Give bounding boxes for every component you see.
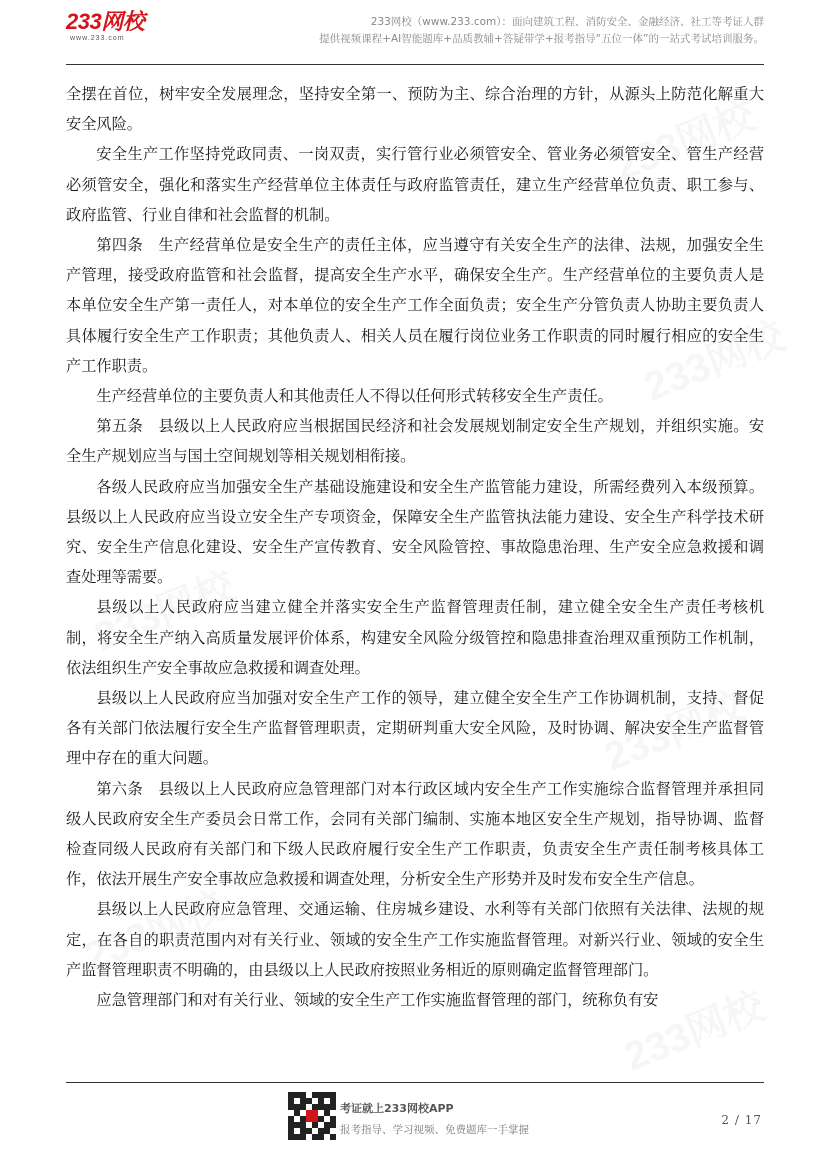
- footer-app-subtitle: 报考指导、学习视频、免费题库一手掌握: [340, 1124, 529, 1136]
- logo-text: 233网校: [66, 9, 145, 34]
- paragraph-article-4: 第四条 生产经营单位是安全生产的责任主体，应当遵守有关安全生产的法律、法规，加强安全生产管理，接受政府监管和社会监督，提高安全生产水平，确保安全生产。生产经营单位的主要负责人是本单位安全生产第一责任人，对本单位的安全生产工作全面负责；安全生产分管负责人协助主要负责人具体履行安全生产工作职责；其他负责人、相关人员在履行岗位业务工作职责的同时履行相应的安全生产工作职责。: [66, 236, 764, 375]
- page-footer: [288, 1092, 588, 1152]
- footer-divider: [66, 1082, 764, 1083]
- paragraph: 各级人民政府应当加强安全生产基础设施建设和安全生产监管能力建设，所需经费列入本级预算。县级以上人民政府应当设立安全生产专项资金，保障安全生产监管执法能力建设、安全生产科学技术研究、安全生产信息化建设、安全生产宣传教育、安全风险管控、事故隐患治理、生产安全应急救援和调查处理等需要。: [66, 477, 764, 587]
- page-number: 2 / 17: [721, 1113, 762, 1127]
- brand-logo[interactable]: [66, 10, 144, 43]
- header-description: [319, 14, 764, 48]
- header-divider: [66, 64, 764, 65]
- header-line-1: 233网校（www.233.com）：面向建筑工程、消防安全、金融经济、社工等考证人群: [370, 16, 764, 28]
- paragraph: 县级以上人民政府应当加强对安全生产工作的领导，建立健全安全生产工作协调机制，支持、督促各有关部门依法履行安全生产监督管理职责，定期研判重大安全风险，及时协调、解决安全生产监督管理中存在的重大问题。: [66, 689, 764, 768]
- document-body: [66, 79, 764, 1015]
- paragraph: 全摆在首位，树牢安全发展理念，坚持安全第一、预防为主、综合治理的方针，从源头上防范化解重大安全风险。: [66, 85, 764, 134]
- page-header: [66, 10, 764, 50]
- paragraph: 安全生产工作坚持党政同责、一岗双责，实行管行业必须管安全、管业务必须管安全、管生产经营必须管安全，强化和落实生产经营单位主体责任与政府监管责任，建立生产经营单位负责、职工参与、政府监管、行业自律和社会监督的机制。: [66, 145, 764, 224]
- paragraph: 生产经营单位的主要负责人和其他责任人不得以任何形式转移安全生产责任。: [96, 387, 613, 406]
- paragraph: 县级以上人民政府应急管理、交通运输、住房城乡建设、水利等有关部门依照有关法律、法规的规定，在各自的职责范围内对有关行业、领域的安全生产工作实施监督管理。对新兴行业、领域的安全生产监督管理职责不明确的，由县级以上人民政府按照业务相近的原则确定监督管理部门。: [66, 900, 764, 979]
- qr-code-icon[interactable]: [288, 1092, 336, 1140]
- header-line-2: 提供视频课程+AI智能题库+品质教辅+答疑带学+报考指导“五位一体”的一站式考试培训服务。: [319, 33, 764, 45]
- paragraph-article-6: 第六条 县级以上人民政府应急管理部门对本行政区域内安全生产工作实施综合监督管理并承担同级人民政府安全生产委员会日常工作，会同有关部门编制、实施本地区安全生产规划，指导协调、监督检查同级人民政府有关部门和下级人民政府履行安全生产工作职责，负责安全生产责任制考核具体工作，依法开展生产安全事故应急救援和调查处理，分析安全生产形势并及时发布安全生产信息。: [66, 779, 764, 889]
- footer-app-title: 考证就上233网校APP: [340, 1102, 454, 1115]
- logo-url: www.233.com: [70, 35, 125, 42]
- paragraph-article-5: 第五条 县级以上人民政府应当根据国民经济和社会发展规划制定安全生产规划，并组织实施。安全生产规划应当与国土空间规划等相关规划相衔接。: [66, 417, 764, 466]
- paragraph: 应急管理部门和对有关行业、领域的安全生产工作实施监督管理的部门，统称负有安: [96, 991, 659, 1010]
- paragraph: 县级以上人民政府应当建立健全并落实安全生产监督管理责任制，建立健全安全生产责任考核机制，将安全生产纳入高质量发展评价体系，构建安全风险分级管控和隐患排查治理双重预防工作机制，依法组织生产安全事故应急救援和调查处理。: [66, 598, 764, 677]
